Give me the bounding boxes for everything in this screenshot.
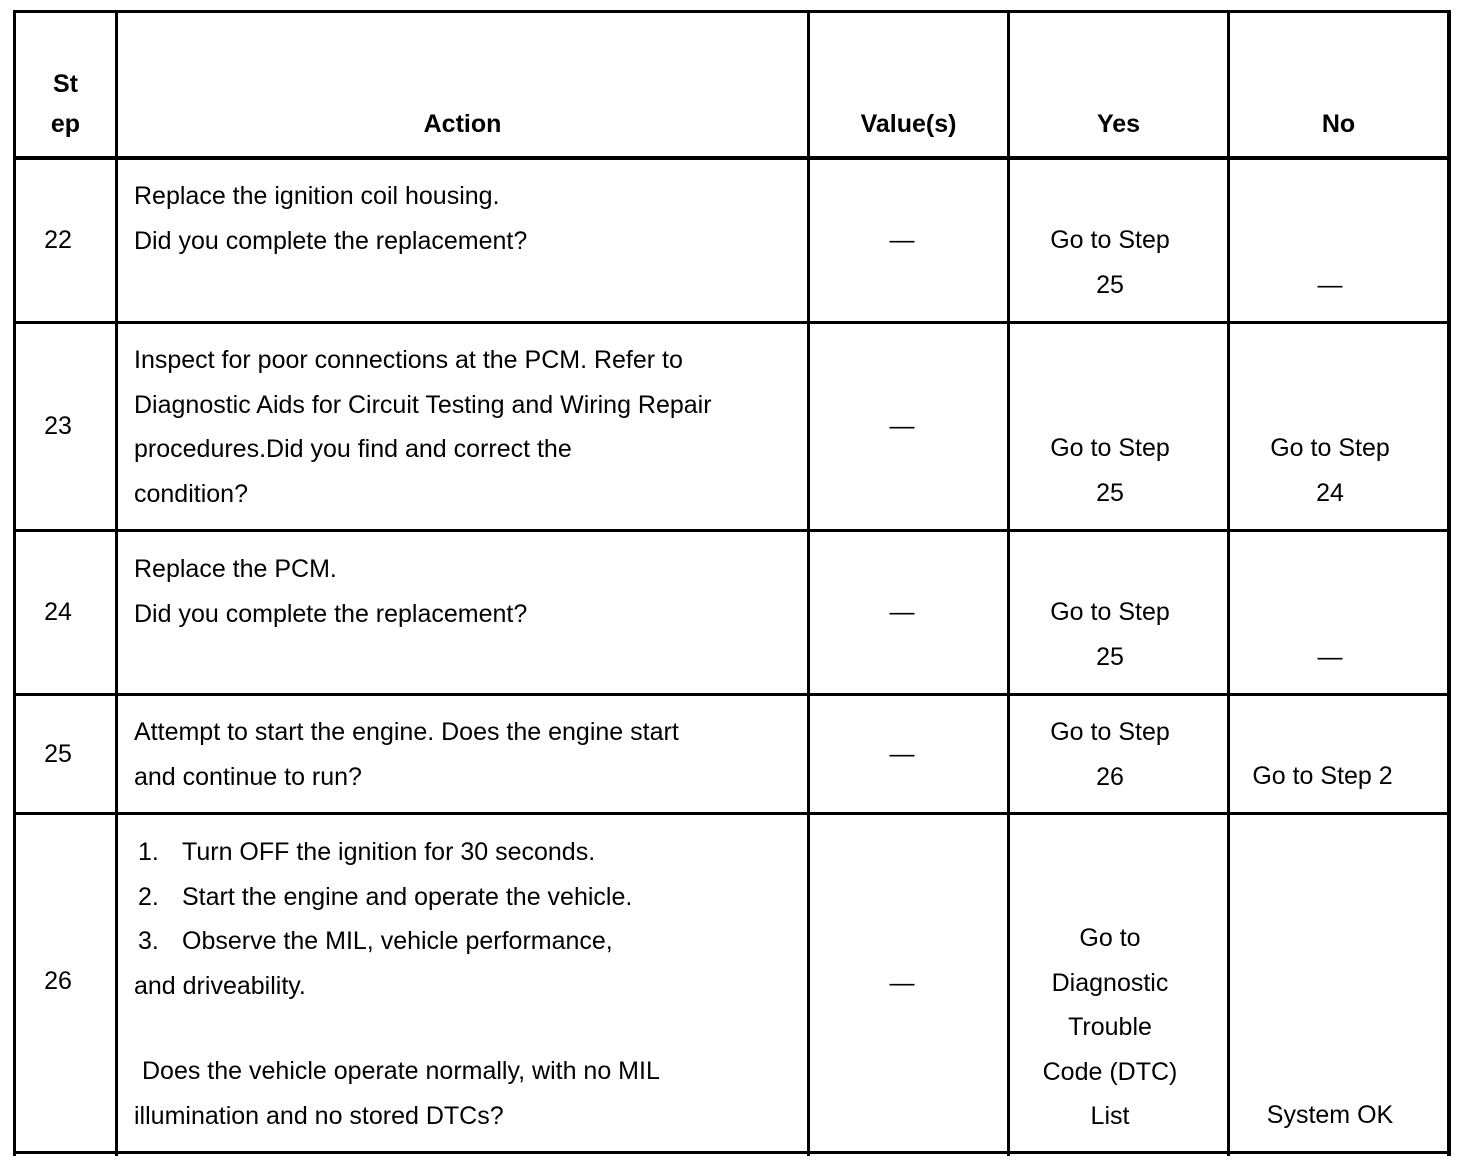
header-yes: Yes xyxy=(1096,110,1141,138)
step-number: 23 xyxy=(44,412,72,440)
action-text: Inspect for poor connections at the PCM. Refer to Diagnostic Aids for Circuit Testing and Wiring Repair procedures.Did you find and correct the condition? xyxy=(134,346,712,508)
rule-header-bottom xyxy=(13,156,1451,160)
rule-row-24 xyxy=(13,693,1451,696)
value-dash: — xyxy=(889,226,915,254)
header-no: No xyxy=(1321,110,1356,138)
no-link: Go to Step 2 xyxy=(1252,762,1393,790)
header-action: Action xyxy=(423,110,502,138)
rule-top xyxy=(13,10,1451,13)
no-link: Go to Step 24 xyxy=(1270,434,1390,507)
rule-bottom xyxy=(13,1151,1451,1154)
header-step-line2: ep xyxy=(50,110,81,138)
value-dash: — xyxy=(889,969,915,997)
header-values: Value(s) xyxy=(860,110,957,138)
header-step xyxy=(16,64,115,144)
no-dash: — xyxy=(1317,643,1343,671)
rule-row-25 xyxy=(13,812,1451,815)
rule-row-23 xyxy=(13,529,1451,532)
value-dash: — xyxy=(889,412,915,440)
step-number: 24 xyxy=(44,598,72,626)
no-result: System OK xyxy=(1266,1101,1394,1129)
step-number: 26 xyxy=(44,967,72,995)
action-text: Attempt to start the engine. Does the engine start and continue to run? xyxy=(134,718,679,791)
rule-right xyxy=(1447,10,1451,1156)
action-text: Replace the ignition coil housing. Did you complete the replacement? xyxy=(134,182,528,255)
no-dash: — xyxy=(1317,271,1343,299)
step-number: 25 xyxy=(44,740,72,768)
yes-link: Go to Diagnostic Trouble Code (DTC) List xyxy=(1042,924,1178,1130)
rule-col-step xyxy=(115,10,118,1156)
rule-row-22 xyxy=(13,321,1451,324)
action-text: Replace the PCM. Did you complete the replacement? xyxy=(134,555,528,628)
yes-link: Go to Step 26 xyxy=(1050,718,1170,791)
list-item: 3. Observe the MIL, vehicle performance, xyxy=(138,927,613,955)
yes-link: Go to Step 25 xyxy=(1050,598,1170,671)
step-number: 22 xyxy=(44,226,72,254)
header-step-line1: St xyxy=(53,70,78,98)
action-text: 1. Turn OFF the ignition for 30 seconds. 2. Start the engine and operate the vehicle. 3. Observe the MIL, vehicle performance, and driveability. Does the vehicle operate normally, with no MIL illumination and no stored DTCs? xyxy=(134,830,804,1138)
value-dash: — xyxy=(889,598,915,626)
yes-link: Go to Step 25 xyxy=(1050,226,1170,299)
rule-col-yes xyxy=(1227,10,1230,1156)
yes-link: Go to Step 25 xyxy=(1050,434,1170,507)
list-item: 2. Start the engine and operate the vehicle. xyxy=(138,882,633,911)
list-item: 1. Turn OFF the ignition for 30 seconds. xyxy=(138,838,596,866)
value-dash: — xyxy=(889,740,915,768)
